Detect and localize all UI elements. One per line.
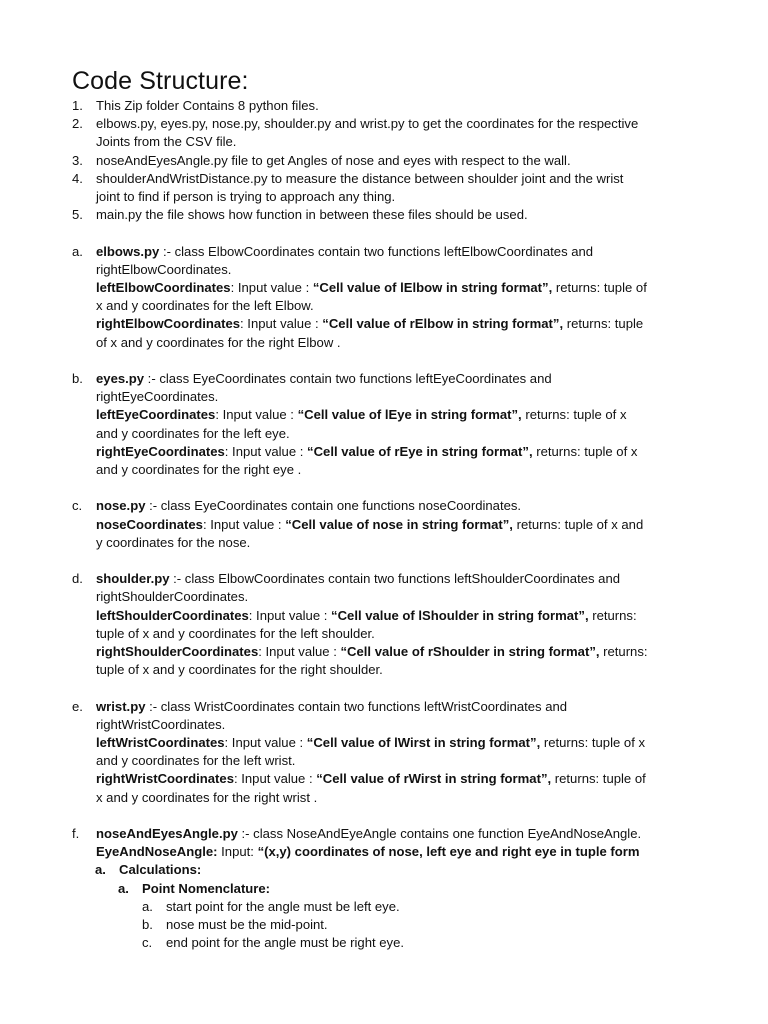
bold-text: noseAndEyesAngle.py: [96, 826, 238, 842]
item-marker: b.: [142, 917, 153, 933]
section-line: [96, 261, 722, 279]
list-number: 1.: [72, 98, 83, 113]
nomenclature-marker: a.: [118, 880, 129, 896]
item-text: nose must be the mid-point.: [166, 917, 328, 933]
bold-text: leftShoulderCoordinates: [96, 607, 249, 623]
section-line: [96, 607, 722, 625]
file-sections: [72, 224, 722, 861]
bold-text: leftElbowCoordinates: [96, 280, 231, 296]
section-line: [96, 698, 722, 716]
list-text: This Zip folder Contains 8 python files.: [96, 98, 319, 113]
nomenclature-label: Point Nomenclature:: [142, 880, 271, 896]
text: x and y coordinates for the right wrist .: [96, 789, 318, 805]
text: : Input value :: [224, 443, 308, 459]
text: :- class EyeCoordinates contain two functions leftEyeCoordinates and: [144, 371, 552, 387]
text: :- class ElbowCoordinates contain two functions leftShoulderCoordinates and: [169, 571, 621, 587]
list-item: [72, 206, 722, 224]
list-text: joint to find if person is trying to approach any thing.: [96, 189, 396, 205]
list-number: 2.: [72, 116, 83, 132]
section-letter: b.: [72, 371, 83, 387]
file-section: [72, 370, 722, 479]
bold-text: “(x,y) coordinates of nose, left eye and right eye in tuple form: [257, 844, 640, 860]
item-marker: a.: [142, 898, 153, 914]
section-line: [96, 443, 722, 461]
section-line: [96, 770, 722, 788]
text: of x and y coordinates for the right Elbow .: [96, 334, 341, 350]
section-line: [96, 534, 722, 552]
nomenclature-heading: [72, 880, 722, 898]
section-line: [96, 661, 722, 679]
section-line: [96, 406, 722, 424]
text: and y coordinates for the left wrist.: [96, 753, 296, 769]
section-line: [96, 825, 722, 843]
text: Input:: [217, 844, 258, 860]
list-item: [72, 170, 722, 206]
bold-text: rightEyeCoordinates: [96, 443, 225, 459]
text: : Input value :: [224, 735, 307, 751]
section-gap: [72, 552, 722, 570]
section-line: [96, 370, 722, 388]
section-line: [96, 461, 722, 479]
section-line: [96, 716, 722, 734]
text: and y coordinates for the left eye.: [96, 425, 290, 441]
text: : Input value :: [215, 407, 298, 423]
section-line: [96, 279, 722, 297]
nomenclature-item: [72, 898, 722, 916]
section-line: [96, 843, 722, 861]
section-line: [96, 315, 722, 333]
bold-text: “Cell value of rShoulder in string format”,: [340, 644, 600, 660]
bold-text: rightShoulderCoordinates: [96, 644, 259, 660]
section-line: [96, 516, 722, 534]
text: : Input value :: [230, 280, 313, 296]
section-line: [96, 752, 722, 770]
list-text: Joints from the CSV file.: [96, 134, 237, 150]
section-line: [96, 425, 722, 443]
text: returns: tuple of x: [540, 735, 646, 751]
text: :- class WristCoordinates contain two functions leftWristCoordinates and: [145, 698, 568, 714]
text: returns: tuple of x and: [512, 516, 644, 532]
text: rightShoulderCoordinates.: [96, 589, 249, 605]
text: :- class ElbowCoordinates contain two functions leftElbowCoordinates and: [159, 243, 594, 259]
item-marker: c.: [142, 935, 153, 951]
list-text: shoulderAndWristDistance.py to measure the distance between shoulder joint and the wrist: [96, 170, 624, 186]
nomenclature-item: [72, 934, 722, 952]
text: y coordinates for the nose.: [96, 534, 251, 550]
document-page: [72, 66, 722, 952]
section-line: [96, 734, 722, 752]
section-line: [96, 588, 722, 606]
text: returns: tuple: [563, 316, 644, 332]
text: returns: tuple of: [551, 771, 646, 787]
calc-marker: a.: [95, 862, 106, 878]
item-text: end point for the angle must be right eye.: [166, 935, 405, 951]
section-line: [96, 625, 722, 643]
bold-text: nose.py: [96, 498, 146, 514]
bold-text: “Cell value of rEye in string format”,: [307, 443, 533, 459]
list-item: [72, 97, 722, 115]
list-text: main.py the file shows how function in between these files should be used.: [96, 207, 528, 223]
bold-text: leftWristCoordinates: [96, 735, 225, 751]
text: rightWristCoordinates.: [96, 716, 226, 732]
list-item: [72, 152, 722, 170]
bold-text: rightElbowCoordinates: [96, 316, 241, 332]
list-number: 3.: [72, 152, 83, 168]
page-title: Code Structure:: [72, 67, 249, 95]
section-line: [96, 643, 722, 661]
item-text: start point for the angle must be left eye.: [166, 898, 400, 914]
section-letter: e.: [72, 698, 83, 714]
list-number: 5.: [72, 207, 83, 223]
section-letter: f.: [72, 826, 80, 842]
list-number: 4.: [72, 170, 83, 186]
text: and y coordinates for the right eye .: [96, 462, 302, 478]
text: rightEyeCoordinates.: [96, 389, 219, 405]
list-item: [72, 115, 722, 151]
section-letter: a.: [72, 243, 83, 259]
text: :- class NoseAndEyeAngle contains one function EyeAndNoseAngle.: [237, 826, 642, 842]
text: : Input value :: [240, 316, 323, 332]
bold-text: elbows.py: [96, 243, 160, 259]
calc-label: Calculations:: [119, 862, 202, 878]
section-line: [96, 497, 722, 515]
nomenclature-item: [72, 916, 722, 934]
section-gap: [72, 352, 722, 370]
text: : Input value :: [202, 516, 286, 532]
text: : Input value :: [248, 607, 332, 623]
numbered-list: [72, 97, 722, 224]
section-letter: c.: [72, 498, 83, 514]
text: : Input value :: [233, 771, 317, 787]
bold-text: rightWristCoordinates: [96, 771, 234, 787]
bold-text: “Cell value of lEye in string format”,: [297, 407, 522, 423]
bold-text: “Cell value of rElbow in string format”,: [322, 316, 564, 332]
text: returns: tuple of: [552, 280, 647, 296]
bold-text: “Cell value of rWirst in string format”,: [316, 771, 552, 787]
section-line: [96, 243, 722, 261]
bold-text: “Cell value of lShoulder in string format”,: [331, 607, 589, 623]
list-text: noseAndEyesAngle.py file to get Angles of nose and eyes with respect to the wall.: [96, 152, 571, 168]
file-section: [72, 243, 722, 352]
section-line: [96, 388, 722, 406]
bold-text: leftEyeCoordinates: [96, 407, 216, 423]
section-gap: [72, 807, 722, 825]
file-section: [72, 825, 722, 861]
section-gap: [72, 224, 722, 242]
text: returns: tuple of x: [521, 407, 627, 423]
bold-text: “Cell value of lElbow in string format”,: [312, 280, 553, 296]
text: :- class EyeCoordinates contain one functions noseCoordinates.: [145, 498, 522, 514]
section-line: [96, 334, 722, 352]
file-section: [72, 698, 722, 807]
text: rightElbowCoordinates.: [96, 261, 232, 277]
bold-text: noseCoordinates: [96, 516, 203, 532]
section-line: [96, 789, 722, 807]
text: returns:: [599, 644, 648, 660]
text: returns:: [588, 607, 637, 623]
section-line: [96, 297, 722, 315]
file-section: [72, 497, 722, 552]
text: : Input value :: [258, 644, 341, 660]
file-section: [72, 570, 722, 679]
bold-text: wrist.py: [96, 698, 146, 714]
section-gap: [72, 679, 722, 697]
text: tuple of x and y coordinates for the right shoulder.: [96, 662, 383, 678]
text: returns: tuple of x: [532, 443, 638, 459]
section-line: [96, 570, 722, 588]
text: tuple of x and y coordinates for the left shoulder.: [96, 625, 375, 641]
bold-text: “Cell value of nose in string format”,: [285, 516, 513, 532]
text: x and y coordinates for the left Elbow.: [96, 298, 314, 314]
list-text: elbows.py, eyes.py, nose.py, shoulder.py and wrist.py to get the coordinates for the respective: [96, 116, 639, 132]
bold-text: “Cell value of lWirst in string format”,: [306, 735, 541, 751]
bold-text: eyes.py: [96, 371, 145, 387]
bold-text: EyeAndNoseAngle:: [96, 844, 218, 860]
bold-text: shoulder.py: [96, 571, 170, 587]
section-gap: [72, 479, 722, 497]
calculations-heading: [72, 861, 722, 879]
section-letter: d.: [72, 571, 83, 587]
